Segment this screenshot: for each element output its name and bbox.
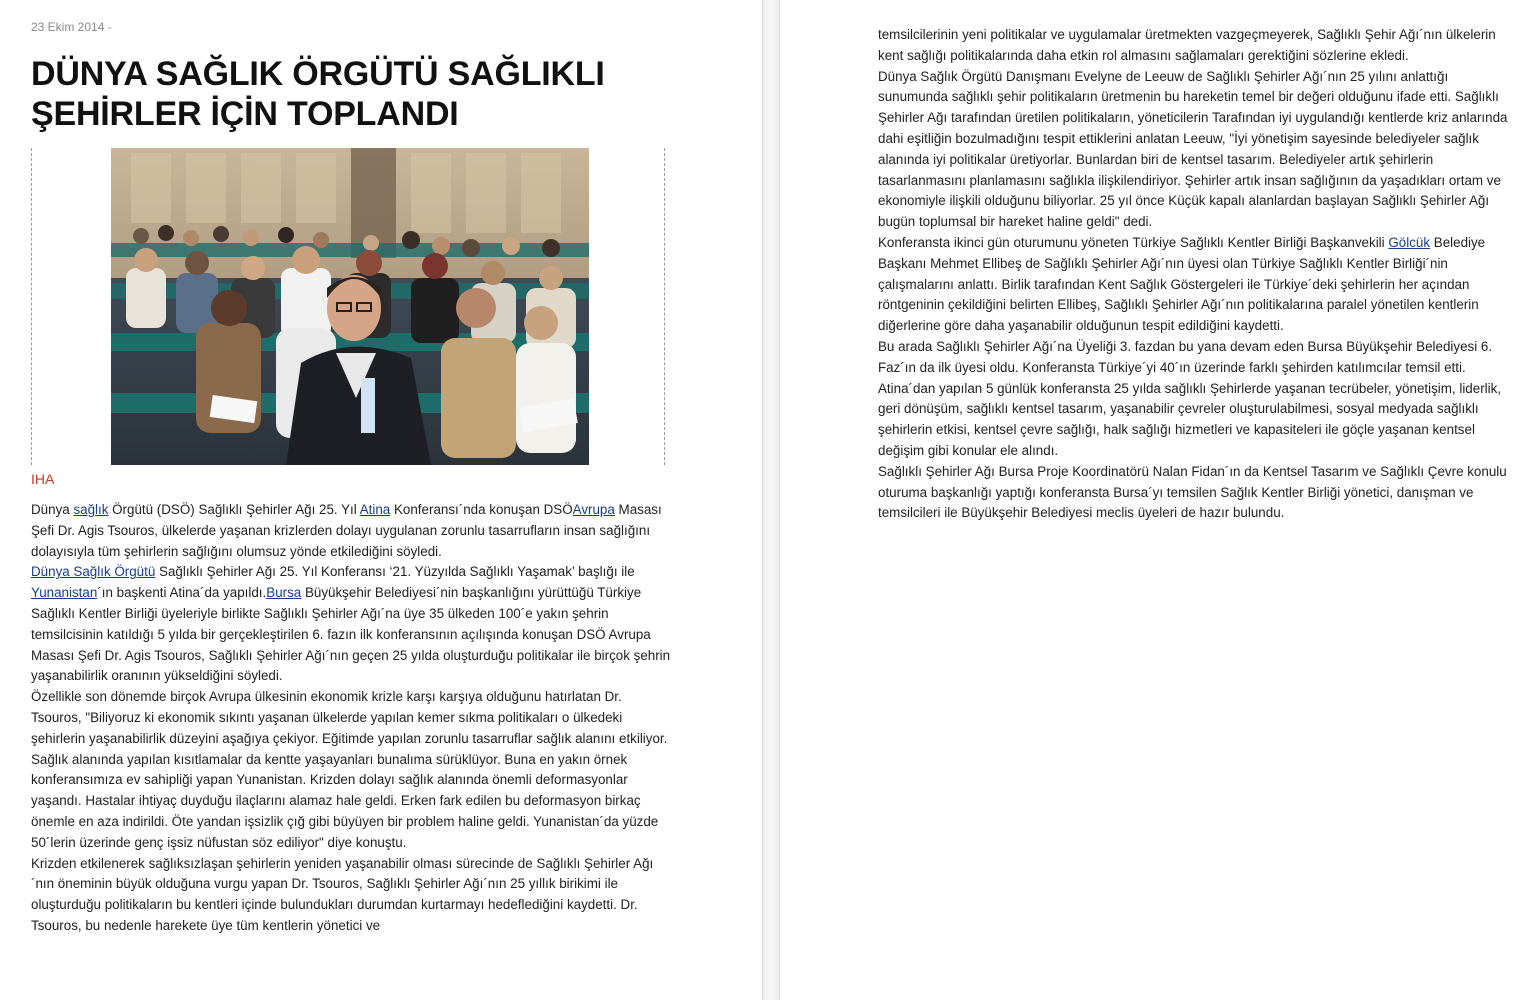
link-golcuk[interactable]: Gölcük (1388, 234, 1431, 250)
photo-source: IHA (31, 471, 55, 487)
link-avrupa[interactable]: Avrupa (572, 502, 615, 517)
link-dunya-saglik-orgutu[interactable]: Dünya Sağlık Örgütü (31, 564, 156, 580)
paragraph-1 (31, 500, 671, 562)
conference-photo (111, 148, 589, 465)
left-page (0, 0, 762, 1000)
paragraph-5: Dünya Sağlık Örgütü Danışmanı Evelyne de Leeuw de Sağlıklı Şehirler Ağı´nın 25 yılını anlattığı sunumunda sağlıklı şehir politikaların üretmenin bu hareketin temel bir değeri olduğunu ifade etti. Sağlıklı Şehirler Ağı tarafından üretilen politikaların, yöneticilerin Tarafından iyi uygulandığı kentlerde kriz anlarında dahi eşitliğin bozulmadığını tespit ettiklerini anlatan Leeuw, "İyi yönetişim sayesinde belediyeler sağlık alanında iyi politikalar üretiyorlar. Bunlardan biri de kentsel tasarım. Belediyeler artık şehirlerin tasarlanmasını planlamasını sağlıkla ilişkilendiriyor. Şehirler artık insan sağlığının da yaşadıkları ortam ve ekonomiyle ilişkili olduğunu biliyorlar. 25 yıl önce Küçük kapalı alanlardan başlayan Sağlıklı Şehirler Ağı bugün toplumsal bir hareket haline geldi" dedi. (878, 68, 1508, 230)
text: Masası Şefi Dr. Agis Tsouros, ülkelerde yaşanan krizlerden dolayı uygulanan zorunlu tasarrufların insan sağlığını dolayısıyla tüm şehirlerin sağlığını olumsuz yönde etkilediğini söyledi. (31, 502, 662, 559)
paragraph-4-end: temsilcilerinin yeni politikalar ve uygulamalar üretmekten vazgeçmeyerek, Sağlıklı Şehir Ağı´nın ülkelerin kent sağlığı politikalarında daha etkin rol almasını sağlamaları gerektiğini sözlerine ekledi. (878, 27, 1496, 63)
text: Büyükşehir Belediyesi´nin başkanlığını yürüttüğü Türkiye Sağlıklı Kentler Birliği üyeleriyle birlikte Sağlıklı Şehirler Ağı´na üye 35 ülkeden 100´e yakın şehrin temsilcisinin katıldığı 5 yılda bir gerçekleştirilen 6. fazın ilk konferansının açılışında konuşan DSÖ Avrupa Masası Şefi Dr. Agis Tsouros, Sağlıklı Şehirler Ağı´nın geçen 25 yılda oluşturduğu politikalar ile birçok şehrin yaşanabilirlik oranının yükseldiğini söyledi. (31, 585, 671, 684)
paragraph-8: Atina´dan yapılan 5 günlük konferansta 25 yılda sağlıklı Şehirlerde yaşanan tecrübeler, yönetişim, liderlik, geri dönüşüm, sağlıklı kentsel tasarım, yaşanabilir çevreler oluşturulabilmesi, sosyal medyada sağlıklı şehirlerin etkisi, kentsel çevre sağlığı, halk sağlığı hizmetleri ve kapasiteleri ile göçle yaşanan kentsel değişim gibi konular ele alındı. (878, 380, 1502, 458)
article-date: 23 Ekim 2014 - (31, 20, 112, 34)
paragraph-9: Sağlıklı Şehirler Ağı Bursa Proje Koordinatörü Nalan Fidan´ın da Kentsel Tasarım ve Sağlıklı Çevre konulu oturuma başkanlığı yaptığı konferansta Bursa´yı temsilen Sağlık Kentler Birliği yönetici, danışman ve temsilcileri ile Büyükşehir Belediyesi meclis üyeleri de hazır bulundu. (878, 463, 1507, 521)
photo-frame (31, 148, 665, 465)
paragraph-7: Bu arada Sağlıklı Şehirler Ağı´na Üyeliği 3. fazdan bu yana devam eden Bursa Büyükşehir Belediyesi 6. Faz´ın da ilk üyesi oldu. Konferansta Türkiye´yi 40´ın üzerinde farklı şehirden katılımcılar temsil etti. (878, 338, 1493, 375)
text: Dünya (31, 502, 74, 517)
paragraph-6 (878, 233, 1518, 337)
paragraph-3: Özellikle son dönemde birçok Avrupa ülkesinin ekonomik krizle karşı karşıya olduğunu hatırlatan Dr. Tsouros, "Biliyoruz ki ekonomik sıkıntı yaşanan ülkelerde yapılan kemer sıkma politikaları o ülkedeki şehirlerin yaşanabilirlik düzeyini aşağıya çekiyor. Eğitimde yapılan zorunlu tasarruflar sağlık alanını etkiliyor. Sağlık alanında yapılan kısıtlamalar da kentte yaşayanları bunalıma sürüklüyor. Buna en yakın örnek konferansımıza ev sahipliği yapan Yunanistan. Krizden dolayı sağlık alanında önemli deformasyonlar yaşandı. Hastalar ihtiyaç duyduğu ilaçlarını alamaz hale geldi. Erken fark edilen bu deformasyon birkaç önemle en aza indirildi. Öte yandan işsizlik çığ gibi büyüyen bir problem haline geldi. Yunanistan´da yüzde 50´lerin üzerinde genç işsiz nüfustan söz ediliyor" diye konuştu. (31, 689, 668, 850)
paragraph-2 (31, 562, 671, 687)
article-body-left (31, 500, 671, 937)
paragraph-4-start: Krizden etkilenerek sağlıksızlaşan şehirlerin yeniden yaşanabilir olması sürecinde de Sağlıklı Şehirler Ağı´nın öneminin büyük olduğuna vurgu yapan Dr. Tsouros, Sağlıklı Şehirler Ağı´nın 25 yıllık birikimi ile oluşturduğu politikaların bu kentleri içinde bulundukları durumdan kurtarmayı hedeflediğini kaydetti. Dr. Tsouros, bu nedenle harekete üye tüm kentlerin yönetici ve (31, 855, 654, 933)
link-atina[interactable]: Atina (359, 502, 391, 517)
text: Sağlıklı Şehirler Ağı 25. Yıl Konferansı ‘21. Yüzyılda Sağlıklı Yaşamak’ başlığı ile (155, 564, 635, 580)
text: Konferansı´nda konuşan DSÖ (390, 502, 573, 517)
text: Örgütü (DSÖ) Sağlıklı Şehirler Ağı 25. Yıl (108, 502, 360, 517)
article-title: DÜNYA SAĞLIK ÖRGÜTÜ SAĞLIKLI ŞEHİRLER İÇİN TOPLANDI (31, 55, 605, 133)
link-bursa[interactable]: Bursa (266, 585, 302, 601)
text: Konferansta ikinci gün oturumunu yöneten Türkiye Sağlıklı Kentler Birliği Başkanvekili (878, 234, 1389, 250)
link-saglik[interactable]: sağlık (73, 502, 109, 517)
link-yunanistan[interactable]: Yunanistan (31, 585, 98, 601)
page-gutter (762, 0, 780, 1000)
text: Belediye Başkanı Mehmet Ellibeş de Sağlıklı Şehirler Ağı´nın üyesi olan Türkiye Sağlıklı Kentler Birliği´nin çalışmalarını anlattı. Birlik tarafından Kent Sağlık Göstergeleri ile Türkiye´deki şehirlerin her açından röntgeninin çekildiğini belirten Ellibeş, Sağlıklı Şehirler Ağı´nın politikalarına paralel yönetilen kentlerin diğerlerine göre daha yaşanabilir olduğunun tespit edildiğini kaydetti. (878, 234, 1486, 334)
article-body-right (878, 25, 1518, 524)
text: ´ın başkenti Atina´da yapıldı. (97, 585, 267, 601)
right-page (780, 0, 1533, 1000)
